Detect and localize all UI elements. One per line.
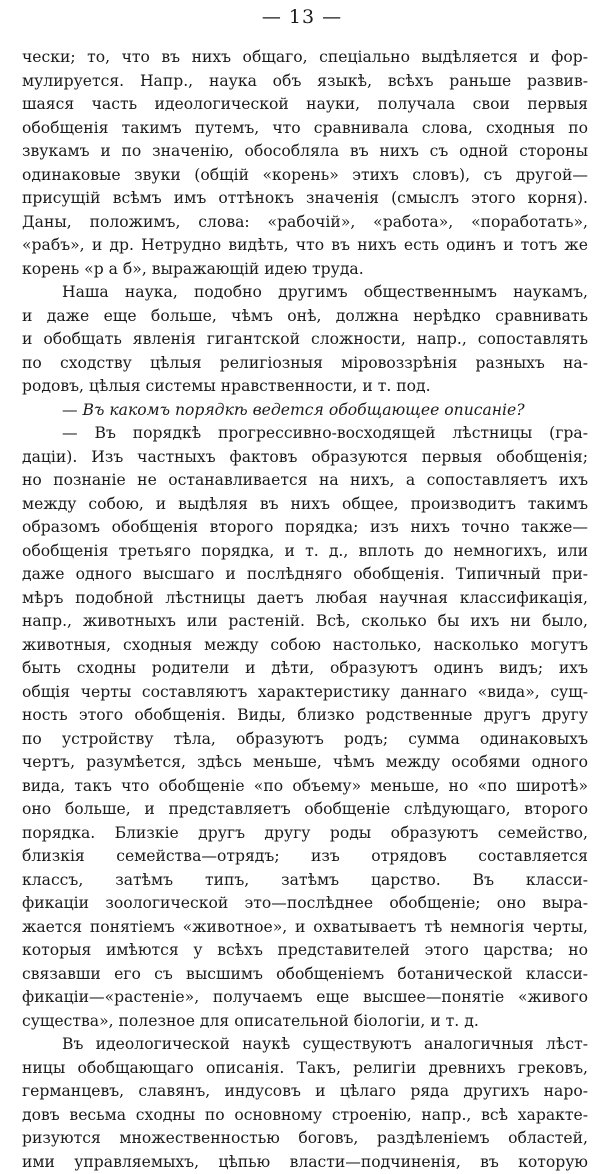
text-line: — Въ какомъ порядкѣ ведется обобщающее описаніе?: [22, 399, 588, 423]
text-line: и даже еще больше, чѣмъ онѣ, должна нерѣдко сравнивать: [22, 305, 588, 329]
text-line: чертъ, разумѣется, здѣсь меньше, чѣмъ между особями одного: [22, 751, 588, 775]
text-line: быть сходны родители и дѣти, образуютъ одинъ видъ; ихъ: [22, 657, 588, 681]
text-line: германцевъ, славянъ, индусовъ и цѣлаго ряда другихъ наро-: [22, 1080, 588, 1104]
text-line: даціи). Изъ частныхъ фактовъ образуются первыя обобщенія;: [22, 446, 588, 470]
text-line: «рабъ», и др. Нетрудно видѣть, что въ нихъ есть одинъ и тотъ же: [22, 234, 588, 258]
text-line: существа», полезное для описательной біологіи, и т. д.: [22, 1010, 588, 1034]
text-line: и обобщать явленія гигантской сложности, напр., сопоставлять: [22, 328, 588, 352]
text-line: между собою, и выдѣляя въ нихъ общее, производитъ такимъ: [22, 493, 588, 517]
text-line: но познаніе не останавливается на нихъ, а сопоставляетъ ихъ: [22, 469, 588, 493]
text-line: одинаковые звуки (общій «корень» этихъ словъ), съ другой—: [22, 164, 588, 188]
text-line: фикаціи зоологической это—послѣднее обобщеніе; оно выра-: [22, 892, 588, 916]
text-line: которыя имѣются у всѣхъ представителей этого царства; но: [22, 939, 588, 963]
text-line: по сходству цѣлыя религіозныя міровоззрѣнія разныхъ на-: [22, 352, 588, 376]
text-line: шаяся часть идеологической науки, получала свои первыя: [22, 93, 588, 117]
text-line: — Въ порядкѣ прогрессивно-восходящей лѣстницы (гра-: [22, 422, 588, 446]
text-line: обобщенія такимъ путемъ, что сравнивала слова, сходныя по: [22, 117, 588, 141]
text-line: Въ идеологической наукѣ существуютъ аналогичныя лѣст-: [22, 1033, 588, 1057]
text-line: родовъ, цѣлыя системы нравственности, и т. под.: [22, 375, 588, 399]
text-line: животныя, сходныя между собою настолько, насколько могутъ: [22, 634, 588, 658]
text-line: связавши его съ высшимъ обобщеніемъ ботанической класси-: [22, 963, 588, 987]
text-line: корень «р а б», выражающій идею труда.: [22, 258, 588, 282]
text-line: близкія семейства—отрядъ; изъ отрядовъ составляется: [22, 845, 588, 869]
text-line: чески; то, что въ нихъ общаго, спеціально выдѣляется и фор-: [22, 46, 588, 70]
text-line: звукамъ и по значенію, обособляла въ нихъ съ одной стороны: [22, 140, 588, 164]
text-line: ницы обобщающаго описанія. Такъ, религіи древнихъ грековъ,: [22, 1057, 588, 1081]
text-line: оно больше, и представляетъ обобщеніе слѣдующаго, второго: [22, 798, 588, 822]
body-text: [22, 46, 588, 1174]
text-line: ими управляемыхъ, цѣпью власти—подчиненія, въ которую: [22, 1151, 588, 1174]
text-line: по устройству тѣла, образуютъ родъ; сумма одинаковыхъ: [22, 728, 588, 752]
text-line: Даны, положимъ, слова: «рабочій», «работа», «поработать»,: [22, 211, 588, 235]
text-line: общія черты составляютъ характеристику даннаго «вида», сущ-: [22, 681, 588, 705]
text-line: напр., животныхъ или растеній. Всѣ, сколько бы ихъ ни было,: [22, 610, 588, 634]
text-line: мулируется. Напр., наука объ языкѣ, всѣхъ раньше развив-: [22, 70, 588, 94]
page-number-header: — 13 —: [0, 6, 604, 28]
text-line: мѣръ подобной лѣстницы даетъ любая научная классификація,: [22, 587, 588, 611]
text-line: даже одного высшаго и послѣдняго обобщенія. Типичный при-: [22, 563, 588, 587]
text-line: присущій всѣмъ имъ оттѣнокъ значенія (смыслъ этого корня).: [22, 187, 588, 211]
text-line: ризуются множественностью боговъ, раздѣленіемъ областей,: [22, 1127, 588, 1151]
text-line: ность этого обобщенія. Виды, близко родственные другъ другу: [22, 704, 588, 728]
text-line: довъ весьма сходны по основному строенію, напр., всѣ характе-: [22, 1104, 588, 1128]
text-line: образомъ обобщенія второго порядка; изъ нихъ точно также—: [22, 516, 588, 540]
text-line: Наша наука, подобно другимъ общественнымъ наукамъ,: [22, 281, 588, 305]
text-line: вида, такъ что обобщеніе «по объему» меньше, но «по широтѣ»: [22, 775, 588, 799]
text-line: жается понятіемъ «животное», и охватываетъ тѣ немногія черты,: [22, 916, 588, 940]
text-line: классъ, затѣмъ типъ, затѣмъ царство. Въ класси-: [22, 869, 588, 893]
text-line: порядка. Близкіе другъ другу роды образуютъ семейство,: [22, 822, 588, 846]
text-line: фикаціи—«растеніе», получаемъ еще высшее—понятіе «живого: [22, 986, 588, 1010]
text-line: обобщенія третьяго порядка, и т. д., вплоть до немногихъ, или: [22, 540, 588, 564]
